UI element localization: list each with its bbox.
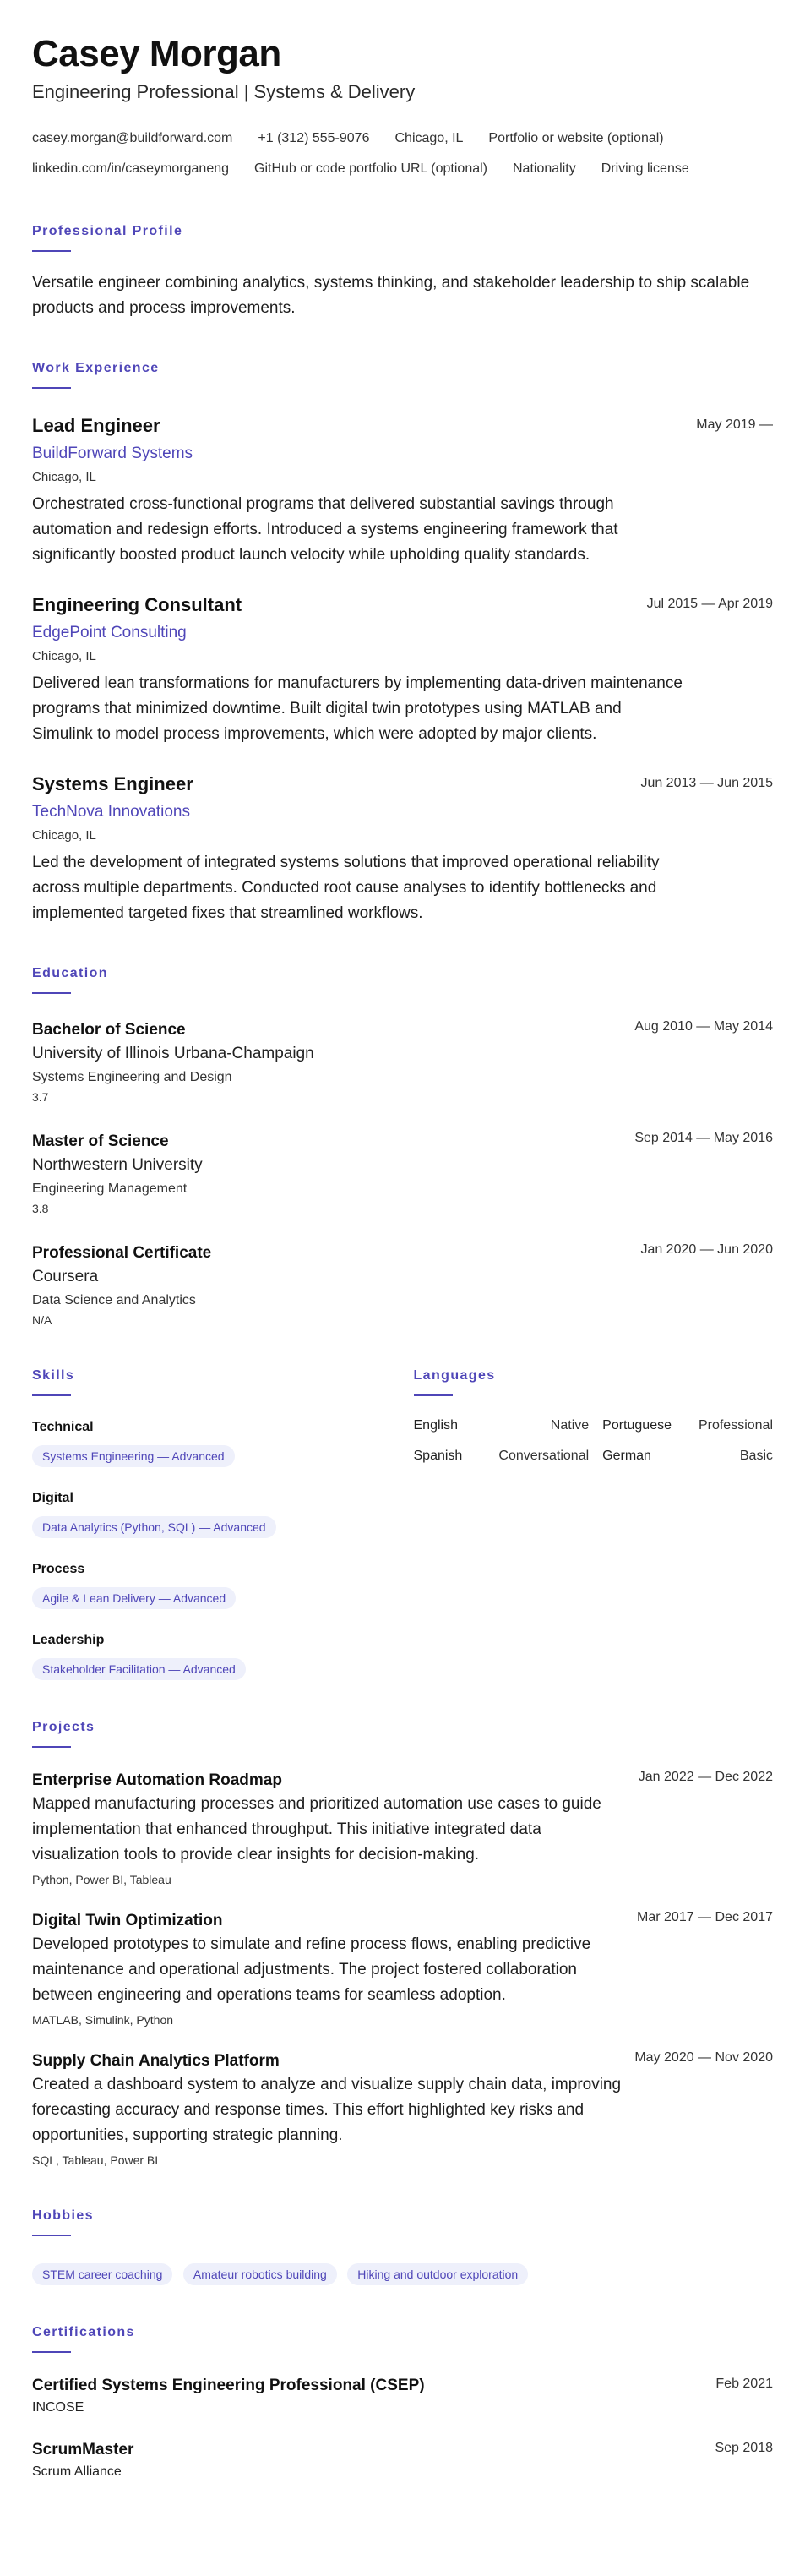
contact-driving-license: Driving license (601, 161, 689, 176)
education-entry (32, 1131, 773, 1217)
skill-group-label: Digital (32, 1491, 73, 1505)
language-name: German (602, 1449, 651, 1463)
education-dates: Sep 2014 — May 2016 (634, 1131, 773, 1145)
education-school: University of Illinois Urbana-Champaign (32, 1045, 314, 1062)
education-dates: Aug 2010 — May 2014 (634, 1019, 773, 1034)
contact-linkedin[interactable]: linkedin.com/in/caseymorganeng (32, 161, 230, 176)
section-title: Skills (32, 1368, 75, 1383)
hobby-pill: Amateur robotics building (183, 2263, 337, 2285)
job-entry (32, 414, 773, 568)
profile-section (32, 223, 773, 321)
certification-issuer: INCOSE (32, 2400, 84, 2415)
job-company: TechNova Innovations (32, 803, 190, 821)
section-title: Education (32, 966, 108, 980)
section-divider (32, 2351, 71, 2353)
candidate-headline: Engineering Professional | Systems & Delivery (32, 81, 416, 102)
contact-email[interactable]: casey.morgan@buildforward.com (32, 131, 233, 145)
contact-nationality: Nationality (513, 161, 576, 176)
certification-entry (32, 2439, 773, 2481)
job-title: Engineering Consultant (32, 594, 242, 615)
project-tech: SQL, Tableau, Power BI (32, 2153, 159, 2167)
job-dates: May 2019 — (696, 418, 773, 432)
project-entry (32, 2050, 773, 2169)
certification-date: Feb 2021 (715, 2377, 773, 2391)
section-title: Certifications (32, 2325, 135, 2339)
skill-pill: Stakeholder Facilitation — Advanced (32, 1658, 246, 1680)
section-divider (414, 1394, 453, 1396)
project-title: Enterprise Automation Roadmap (32, 1771, 282, 1789)
certification-title: ScrumMaster (32, 2441, 134, 2459)
skill-pill: Data Analytics (Python, SQL) — Advanced (32, 1516, 276, 1538)
education-school: Coursera (32, 1268, 99, 1285)
certification-title: Certified Systems Engineering Professional (CSEP) (32, 2377, 425, 2394)
project-description: Created a dashboard system to analyze and visualize supply chain data, improving forecasting accuracy and response times. This effort highlighted key risks and opportunities, supporting strategic planning. (32, 2076, 622, 2144)
education-gpa: N/A (32, 1313, 52, 1327)
skills-languages-row (32, 1367, 773, 1680)
job-dates: Jul 2015 — Apr 2019 (646, 597, 773, 611)
contact-location: Chicago, IL (394, 131, 464, 145)
certifications-section (32, 2324, 773, 2481)
job-description: Delivered lean transformations for manufacturers by implementing data-driven maintenance programs that minimized downtime. Built digital twin prototypes using MATLAB and Simulink to model process improvements, which were adopted by major clients. (32, 674, 683, 743)
language-name: Spanish (413, 1449, 463, 1463)
education-degree: Master of Science (32, 1132, 169, 1150)
education-field: Systems Engineering and Design (32, 1070, 232, 1084)
skill-group (32, 1418, 392, 1467)
language-name: English (413, 1418, 458, 1433)
skill-group (32, 1489, 392, 1538)
job-company: EdgePoint Consulting (32, 624, 187, 641)
contact-list (32, 123, 773, 184)
job-description: Led the development of integrated systems solutions that improved operational reliability across multiple departments. Conducted root cause analyses to identify bottlenecks and implemented targeted fixes that streamlined workflows. (32, 854, 660, 922)
language-name: Portuguese (602, 1418, 672, 1433)
education-gpa: 3.8 (32, 1202, 49, 1215)
job-title: Systems Engineer (32, 773, 193, 794)
education-gpa: 3.7 (32, 1090, 49, 1104)
section-divider (32, 2235, 71, 2236)
job-entry (32, 593, 773, 747)
education-degree: Professional Certificate (32, 1244, 212, 1262)
projects-section (32, 1719, 773, 2169)
project-description: Mapped manufacturing processes and prioritized automation use cases to guide implementation that enhanced throughput. This initiative integrated data visualization tools to provide clear insights for decision-making. (32, 1795, 601, 1864)
skills-section (32, 1367, 392, 1680)
languages-section (414, 1367, 774, 1680)
education-school: Northwestern University (32, 1156, 203, 1174)
project-description: Developed prototypes to simulate and refine process flows, enabling predictive maintenance and operational adjustments. The project fostered collaboration between engineering and operations teams for seamless adoption. (32, 1935, 591, 2004)
section-divider (32, 1746, 71, 1748)
skill-group (32, 1560, 392, 1609)
project-dates: Jan 2022 — Dec 2022 (638, 1770, 773, 1784)
section-title: Projects (32, 1720, 95, 1734)
job-company: BuildForward Systems (32, 445, 193, 462)
project-dates: Mar 2017 — Dec 2017 (637, 1910, 773, 1924)
skill-pill: Agile & Lean Delivery — Advanced (32, 1587, 236, 1609)
job-location: Chicago, IL (32, 828, 96, 843)
profile-text: Versatile engineer combining analytics, systems thinking, and stakeholder leadership to ship scalable products and process improvements. (32, 274, 750, 317)
education-field: Data Science and Analytics (32, 1293, 196, 1307)
language-grid (414, 1418, 774, 1464)
contact-github[interactable]: GitHub or code portfolio URL (optional) (254, 161, 487, 176)
certification-issuer: Scrum Alliance (32, 2464, 122, 2479)
project-title: Supply Chain Analytics Platform (32, 2052, 280, 2070)
hobby-pill: STEM career coaching (32, 2263, 172, 2285)
project-tech: Python, Power BI, Tableau (32, 1873, 171, 1886)
job-location: Chicago, IL (32, 649, 96, 663)
project-entry (32, 1770, 773, 1888)
contact-phone[interactable]: +1 (312) 555-9076 (258, 131, 370, 145)
job-location: Chicago, IL (32, 470, 96, 484)
section-title: Hobbies (32, 2208, 94, 2223)
education-field: Engineering Management (32, 1182, 188, 1196)
section-divider (32, 250, 71, 252)
language-level: Basic (739, 1449, 773, 1463)
section-title: Professional Profile (32, 224, 183, 238)
hobbies-section (32, 2208, 773, 2285)
skill-group-label: Process (32, 1562, 85, 1576)
candidate-name: Casey Morgan (32, 33, 281, 74)
hobby-pill: Hiking and outdoor exploration (347, 2263, 528, 2285)
section-title: Work Experience (32, 361, 160, 375)
project-tech: MATLAB, Simulink, Python (32, 2013, 174, 2027)
education-section (32, 965, 773, 1329)
education-entry (32, 1242, 773, 1329)
language-level: Conversational (498, 1449, 590, 1463)
section-title: Languages (413, 1368, 496, 1383)
section-divider (32, 992, 71, 994)
job-description: Orchestrated cross-functional programs that delivered substantial savings through automation and redesign efforts. Introduced a systems engineering framework that significantly boosted product launch velocity while upholding quality standards. (32, 495, 618, 564)
experience-section (32, 360, 773, 926)
certification-entry (32, 2375, 773, 2417)
project-dates: May 2020 — Nov 2020 (634, 2050, 773, 2065)
contact-portfolio[interactable]: Portfolio or website (optional) (488, 131, 664, 145)
education-degree: Bachelor of Science (32, 1021, 186, 1039)
education-dates: Jan 2020 — Jun 2020 (640, 1242, 773, 1257)
skill-group-label: Technical (32, 1420, 94, 1434)
job-title: Lead Engineer (32, 415, 160, 436)
hobby-list (32, 2255, 773, 2285)
section-divider (32, 387, 71, 389)
skill-group-label: Leadership (32, 1633, 105, 1647)
section-divider (32, 1394, 71, 1396)
language-level: Native (550, 1418, 590, 1433)
education-entry (32, 1019, 773, 1105)
project-entry (32, 1910, 773, 2028)
skill-pill: Systems Engineering — Advanced (32, 1445, 235, 1467)
language-level: Professional (698, 1418, 773, 1433)
project-title: Digital Twin Optimization (32, 1912, 223, 1929)
skill-group (32, 1631, 392, 1680)
job-dates: Jun 2013 — Jun 2015 (640, 776, 773, 790)
job-entry (32, 772, 773, 926)
certification-date: Sep 2018 (715, 2441, 773, 2455)
